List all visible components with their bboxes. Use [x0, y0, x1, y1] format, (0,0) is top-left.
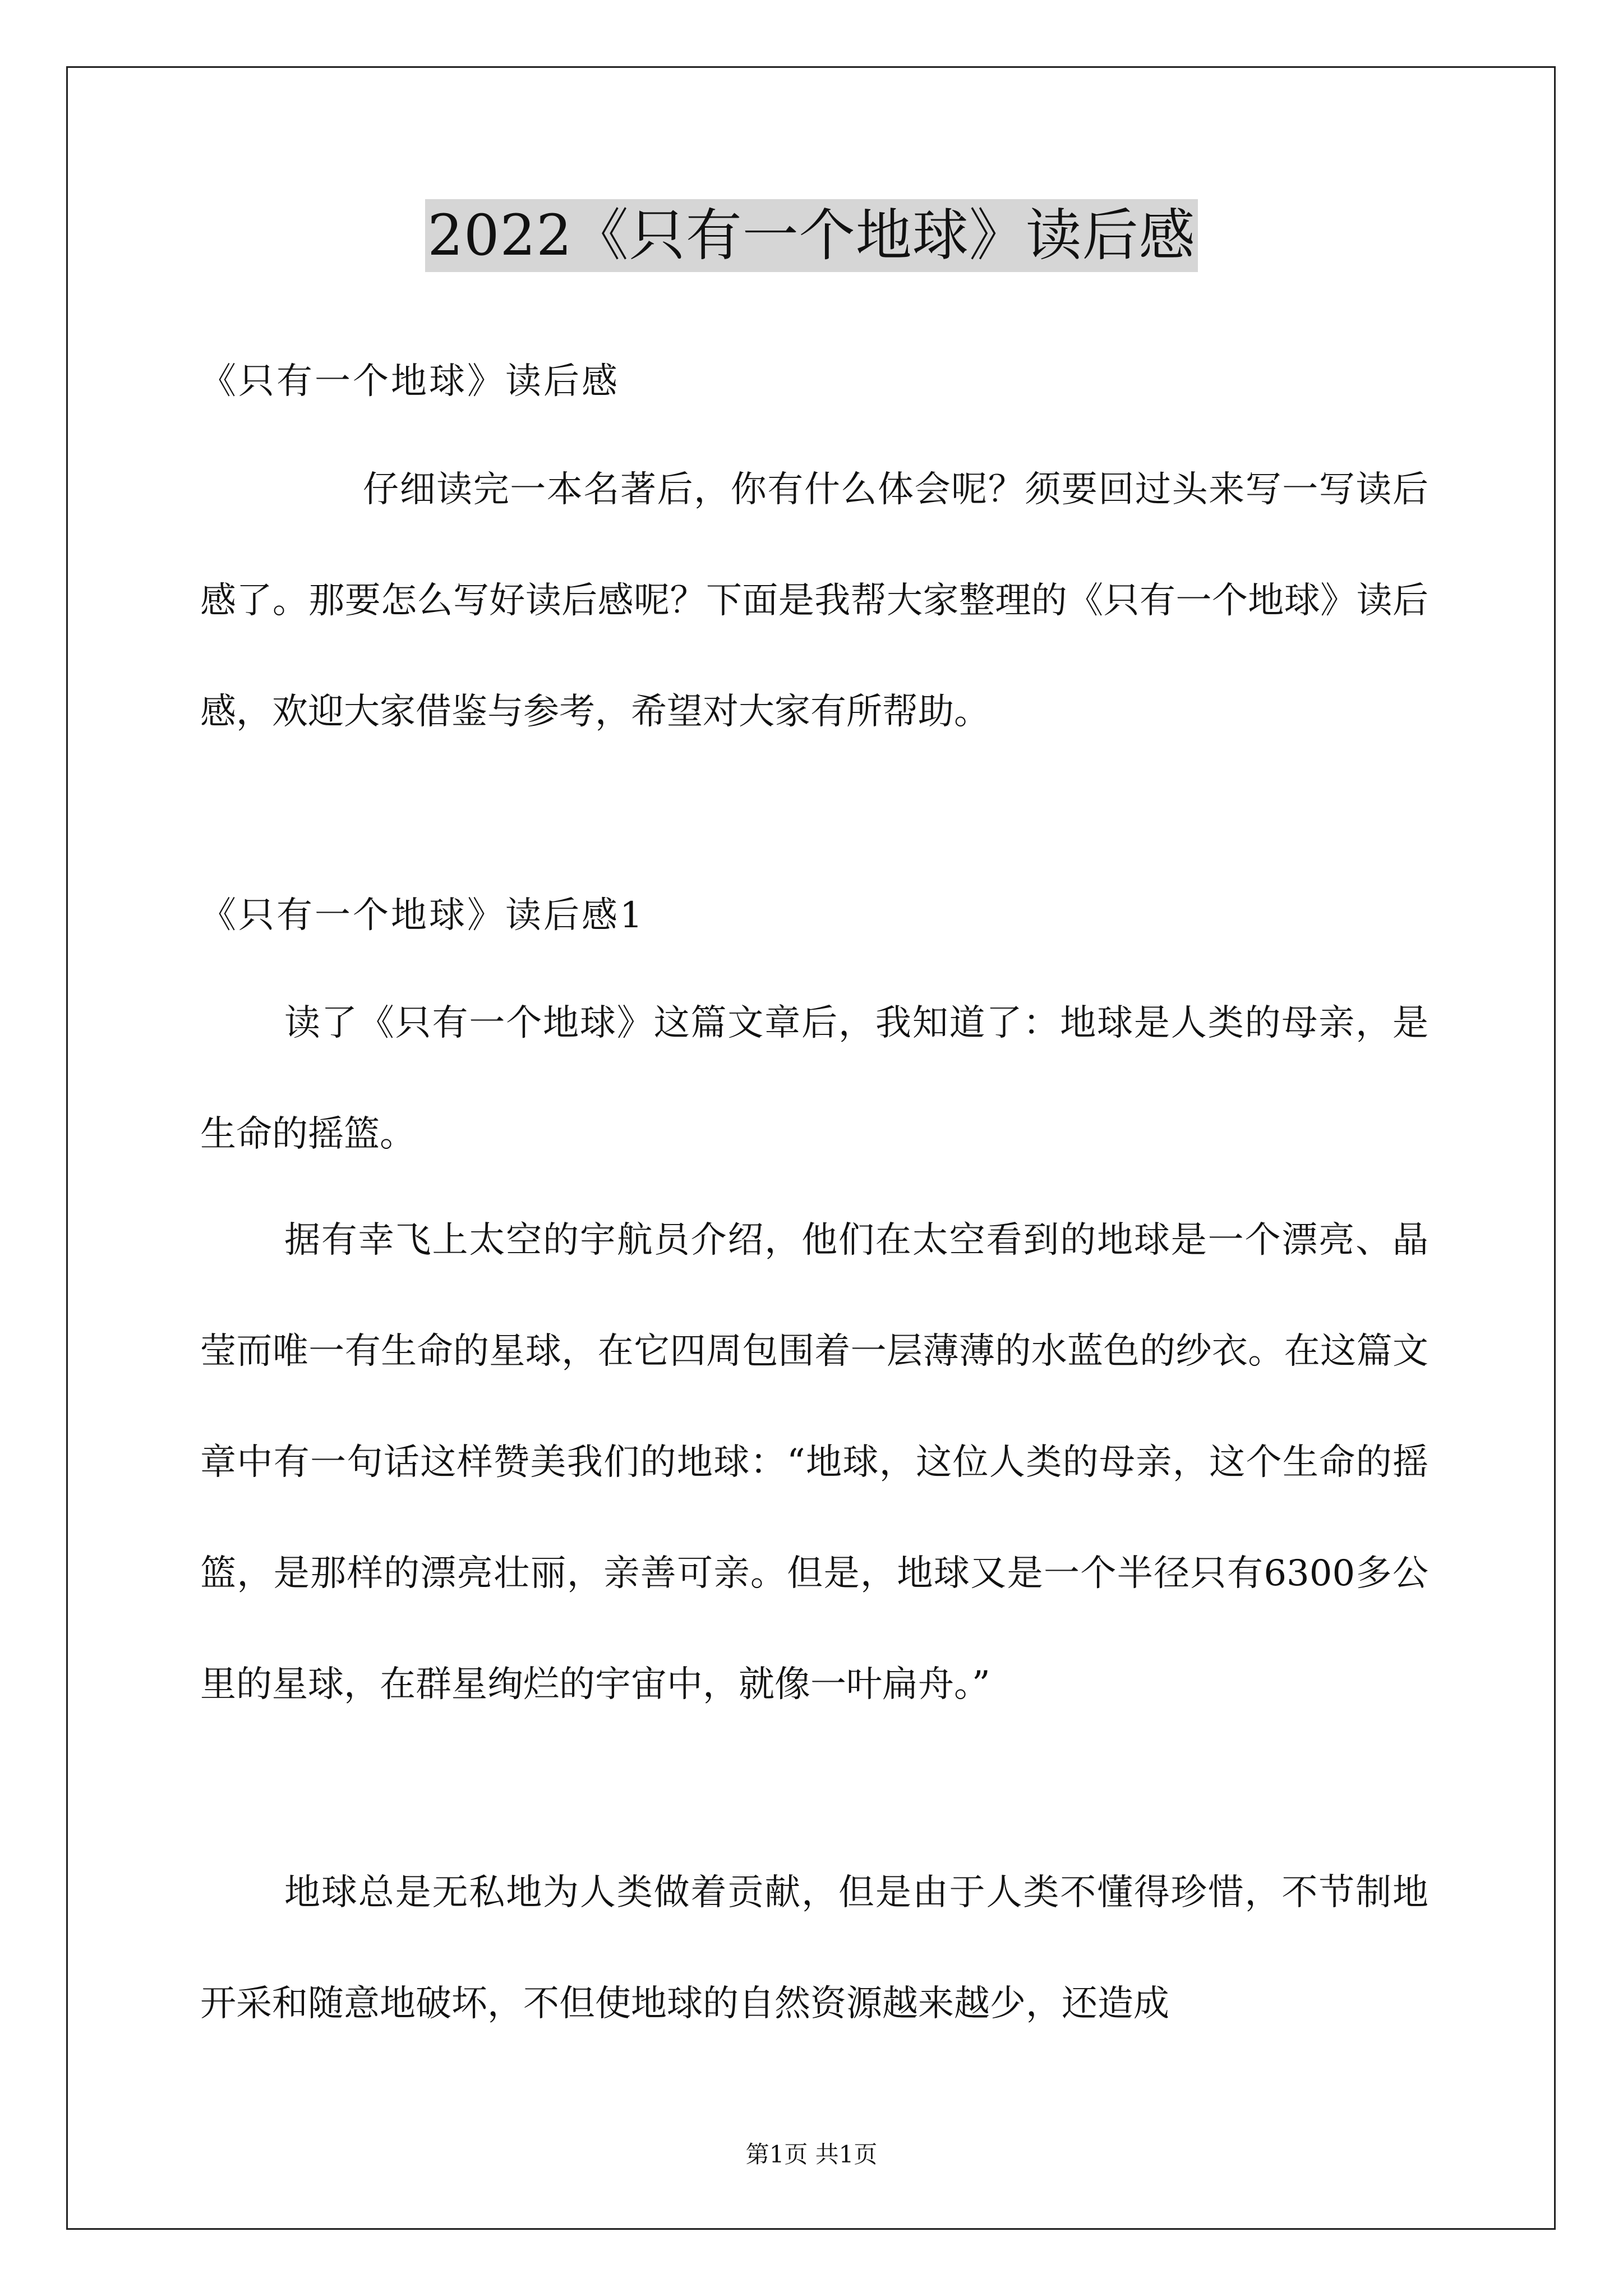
page-footer: 第1页 共1页	[745, 2141, 878, 2168]
title-wrap	[0, 199, 1623, 272]
document-title: 2022《只有一个地球》读后感	[425, 199, 1198, 272]
document-subtitle: 《只有一个地球》读后感	[200, 361, 620, 402]
section-heading: 《只有一个地球》读后感1	[200, 895, 645, 936]
body-paragraph-2: 据有幸飞上太空的宇航员介绍，他们在太空看到的地球是一个漂亮、晶莹而唯一有生命的星球，在它四周包围着一层薄薄的水蓝色的纱衣。在这篇文章中有一句话这样赞美我们的地球：“地球，这位人类的母亲，这个生命的摇篮，是那样的漂亮壮丽，亲善可亲。但是，地球又是一个半径只有6300多公里的星球，在群星绚烂的宇宙中，就像一叶扁舟。”	[200, 1220, 1428, 1705]
body-paragraph-3: 地球总是无私地为人类做着贡献，但是由于人类不懂得珍惜，不节制地开采和随意地破坏，不但使地球的自然资源越来越少，还造成	[200, 1872, 1428, 2024]
body-paragraph-1: 读了《只有一个地球》这篇文章后，我知道了：地球是人类的母亲，是生命的摇篮。	[200, 1002, 1428, 1155]
intro-paragraph: 仔细读完一本名著后，你有什么体会呢？须要回过头来写一写读后感了。那要怎么写好读后感呢？下面是我帮大家整理的《只有一个地球》读后感，欢迎大家借鉴与参考，希望对大家有所帮助。	[200, 469, 1428, 733]
